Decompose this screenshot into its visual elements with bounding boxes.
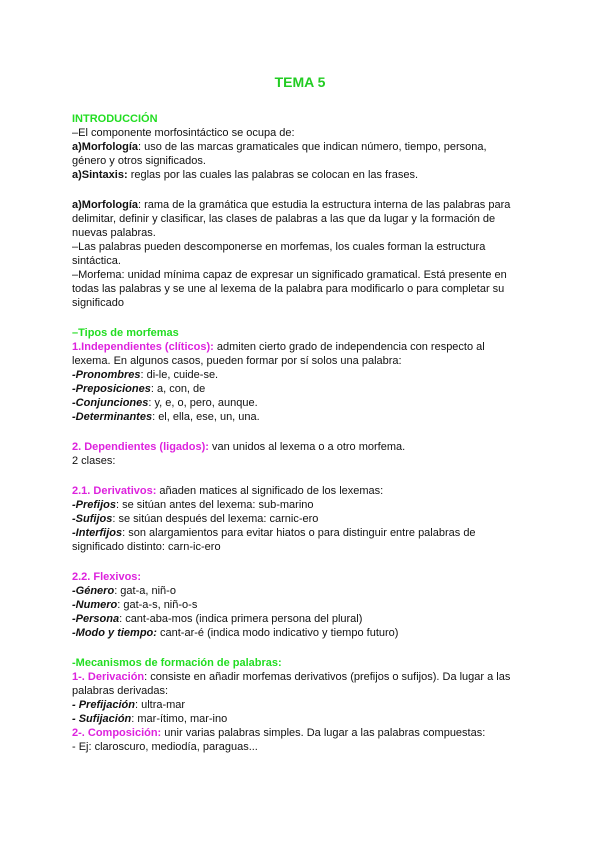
list-item [72, 512, 318, 526]
morfologia-def-cont: género y otros significados. [72, 155, 206, 167]
mecanismos-heading: -Mecanismos de formación de palabras: [72, 657, 282, 669]
list-item: - Ej: claroscuro, mediodía, paraguas... [72, 741, 258, 753]
term-text: : ultra-mar [134, 699, 186, 711]
term-number: 1-. [72, 671, 88, 683]
dependientes-def [72, 440, 405, 454]
term-text: : se sitúan antes del lexema: sub-marino [116, 499, 314, 511]
term-label: 2.1. Derivativos: [72, 485, 157, 497]
term-text: admiten cierto grado de independencia con respecto al [213, 341, 485, 353]
list-item [72, 698, 185, 712]
term-label: -Persona [72, 613, 120, 625]
list-item [72, 712, 227, 726]
list-item [72, 368, 218, 382]
sintaxis-def [72, 168, 418, 182]
morfologia-def-2 [72, 198, 510, 212]
term-label: 2-. Composición: [72, 727, 162, 739]
tipos-heading: –Tipos de morfemas [72, 327, 179, 339]
paragraph-line: nuevas palabras. [72, 227, 156, 239]
term-text: : consiste en añadir morfemas derivativos (prefijos o sufijos). Da lugar a las [144, 671, 511, 683]
list-item [72, 584, 176, 598]
flexivos-heading: 2.2. Flexivos: [72, 571, 142, 583]
term-text: : cant-aba-mos (indica primera persona del plural) [119, 613, 363, 625]
page-title: TEMA 5 [274, 74, 326, 90]
term-text: : son alargamientos para evitar hiatos o para distinguir entre palabras de [122, 527, 476, 539]
list-item [72, 396, 258, 410]
term-label: -Preposiciones [72, 383, 151, 395]
term-label: 2. Dependientes (ligados): [72, 441, 209, 453]
list-item [72, 410, 260, 424]
term-label: - Prefijación [72, 699, 135, 711]
paragraph-line: lexema. En algunos casos, pueden formar por sí solos una palabra: [72, 355, 402, 367]
term-label: -Sufijos [72, 513, 113, 525]
term-text: reglas por las cuales las palabras se colocan en las frases. [127, 169, 419, 181]
list-item [72, 626, 398, 640]
paragraph-line: delimitar, definir y clasificar, las clases de palabras a las que da lugar y la formación de [72, 213, 496, 225]
term-label: -Género [72, 585, 115, 597]
composicion-def [72, 726, 485, 740]
paragraph-line: –Morfema: unidad mínima capaz de expresar un significado gramatical. Está presente en [72, 269, 507, 281]
term-text: : se sitúan después del lexema: carnic-ero [112, 513, 319, 525]
term-text: cant-ar-é (indica modo indicativo y tiempo futuro) [156, 627, 399, 639]
term-label: -Interfijos [72, 527, 123, 539]
term-label: -Numero [72, 599, 118, 611]
paragraph-line: palabras derivadas: [72, 685, 169, 697]
term-label: a)Morfología [72, 199, 138, 211]
intro-line: –El componente morfosintáctico se ocupa de: [72, 127, 295, 139]
list-item [72, 498, 314, 512]
paragraph-line: –Las palabras pueden descomponerse en morfemas, los cuales forman la estructura [72, 241, 486, 253]
term-text: unir varias palabras simples. Da lugar a las palabras compuestas: [161, 727, 486, 739]
term-text: : rama de la gramática que estudia la estructura interna de las palabras para [138, 199, 511, 211]
paragraph-line: significado distinto: carn-ic-ero [72, 541, 221, 553]
term-label: -Determinantes [72, 411, 153, 423]
list-item [72, 598, 197, 612]
term-label: -Prefijos [72, 499, 117, 511]
term-label: a)Sintaxis: [72, 169, 128, 181]
term-text: van unidos al lexema o a otro morfema. [208, 441, 406, 453]
term-label: 1.Independientes (clíticos): [72, 341, 214, 353]
term-text: : y, e, o, pero, aunque. [148, 397, 258, 409]
term-text: : gat-a-s, niñ-o-s [117, 599, 198, 611]
independientes-def [72, 340, 485, 354]
list-item [72, 612, 362, 626]
term-text: : el, ella, ese, un, una. [152, 411, 260, 423]
paragraph-line: 2 clases: [72, 455, 116, 467]
term-label: -Pronombres [72, 369, 141, 381]
term-label: a)Morfología [72, 141, 138, 153]
term-label: -Conjunciones [72, 397, 149, 409]
term-text: : uso de las marcas gramaticales que indican número, tiempo, persona, [138, 141, 487, 153]
paragraph-line: sintáctica. [72, 255, 121, 267]
term-text: : di-le, cuide-se. [140, 369, 219, 381]
list-item [72, 382, 205, 396]
term-label: -Modo y tiempo: [72, 627, 157, 639]
term-text: : gat-a, niñ-o [114, 585, 176, 597]
paragraph-line: significado [72, 297, 124, 309]
term-text: : a, con, de [150, 383, 206, 395]
morfologia-def [72, 140, 487, 154]
term-text: añaden matices al significado de los lexemas: [156, 485, 384, 497]
intro-heading: INTRODUCCIÓN [72, 113, 158, 125]
derivacion-def [72, 670, 510, 684]
paragraph-line: todas las palabras y se une al lexema de la palabra para modificarlo o para completar su [72, 283, 505, 295]
term-label: Derivación [87, 671, 145, 683]
term-text: : mar-ítimo, mar-ino [131, 713, 228, 725]
term-label: - Sufijación [72, 713, 132, 725]
derivativos-def [72, 484, 383, 498]
list-item [72, 526, 476, 540]
